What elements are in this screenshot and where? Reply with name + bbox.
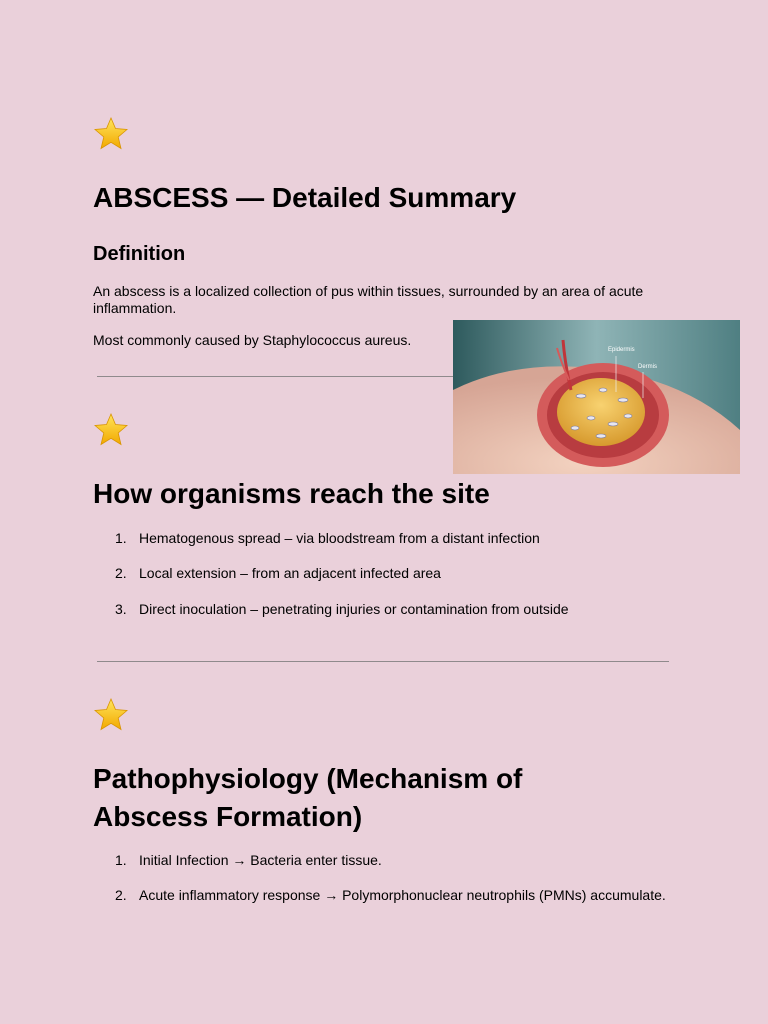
- divider: [97, 661, 669, 662]
- divider: [97, 376, 457, 377]
- organisms-heading: How organisms reach the site: [93, 478, 490, 509]
- page-title: ABSCESS — Detailed Summary: [93, 182, 517, 213]
- definition-cause: Most commonly caused by Staphylococcus aureus.: [93, 332, 412, 348]
- pathophysiology-heading-line2: Abscess Formation): [93, 801, 363, 832]
- dermis-label: Dermis: [638, 364, 657, 370]
- star-icon: [93, 412, 129, 448]
- definition-heading: Definition: [93, 243, 186, 265]
- pathophysiology-list: [93, 852, 733, 912]
- list-item: 1. Hematogenous spread – via bloodstream from a distant infection: [115, 530, 540, 546]
- star-icon: [93, 116, 129, 152]
- list-item: 3. Direct inoculation – penetrating injuries or contamination from outside: [115, 601, 569, 617]
- definition-text: An abscess is a localized collection of pus within tissues, surrounded by an area of acute inflammation.: [93, 283, 644, 316]
- organisms-list: [93, 530, 693, 620]
- epidermis-label: Epidermis: [608, 347, 635, 353]
- pathophysiology-heading-line1: Pathophysiology (Mechanism of: [93, 763, 523, 794]
- list-item: 2. Acute inflammatory response → Polymorphonuclear neutrophils (PMNs) accumulate.: [115, 887, 666, 903]
- list-item: 2. Local extension – from an adjacent infected area: [115, 565, 441, 581]
- list-item: 1. Initial Infection → Bacteria enter tissue.: [115, 852, 382, 868]
- star-icon: [93, 697, 129, 733]
- abscess-illustration: [453, 320, 740, 474]
